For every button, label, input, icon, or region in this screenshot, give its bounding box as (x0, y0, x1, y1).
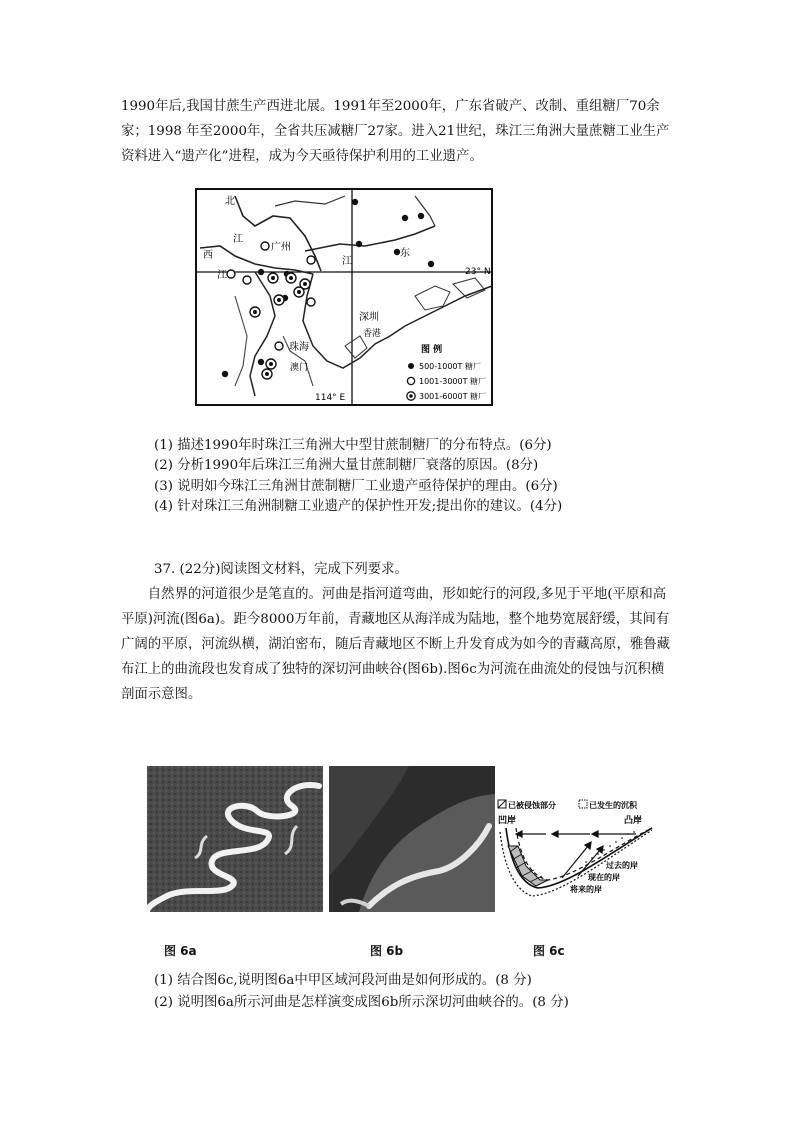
q37-item-2: (2) 说明图6a所示河曲是怎样演变成图6b所示深切河曲峡谷的。(8 分) (154, 995, 569, 1010)
label-guangzhou: 广州 (271, 242, 291, 253)
intro-paragraph: 1990年后,我国甘蔗生产西进北展。1991年至2000年，广东省破产、改制、重组糖厂70余家；1998 年至2000年，全省共压减糖厂27家。进入21世纪，珠江三角洲大量蔗糖工业生产资料进入“遗产化”进程，成为今天亟待保护利用的工业遗产。 (121, 99, 670, 164)
caption-6a: 图 6a (164, 944, 197, 958)
label-zhuhai: 珠海 (289, 342, 309, 353)
photo-6a-meandering-river (147, 766, 323, 912)
concave-bank: 凹岸 (498, 816, 517, 826)
q36-item-2: (2) 分析1990年后珠江三角洲大量甘蔗制糖厂衰落的原因。(8分) (154, 458, 539, 473)
sugar-mill-map (195, 186, 499, 407)
photo-6b-incised-meander (329, 766, 495, 912)
q36-item-1: (1) 描述1990年时珠江三角洲大中型甘蔗制糖厂的分布特点。(6分) (154, 438, 552, 453)
label-jiang3: 江 (342, 256, 352, 267)
legend-title: 图 例 (421, 345, 443, 355)
legend-eroded: 已被侵蚀部分 (508, 801, 556, 810)
label-shenzhen: 深圳 (359, 312, 379, 323)
label-past-bank: 过去的岸 (606, 861, 638, 870)
legend-deposit: 已发生的沉积 (589, 801, 637, 810)
label-aomen: 澳门 (290, 363, 309, 373)
convex-bank: 凸岸 (624, 816, 643, 826)
label-lon: 114° E (315, 393, 346, 403)
label-jiang1: 江 (233, 234, 243, 245)
label-lat: 23° N (465, 267, 491, 277)
label-xi: 西 (203, 250, 213, 261)
label-jiang2: 江 (217, 270, 227, 281)
caption-6b: 图 6b (370, 944, 404, 958)
label-current-bank: 现在的岸 (588, 873, 620, 882)
legend-small: 500-1000T 糖厂 (419, 362, 481, 371)
q37-header: 37. (22分)阅读图文材料，完成下列要求。 (154, 562, 408, 577)
legend-large: 3001-6000T 糖厂 (419, 392, 487, 401)
label-bei: 北 (225, 196, 235, 207)
q36-item-3: (3) 说明如今珠江三角洲甘蔗制糖厂工业遗产亟待保护的理由。(6分) (154, 479, 558, 494)
label-dong: 东 (400, 248, 410, 259)
label-xianggang: 香港 (363, 329, 382, 339)
caption-6c: 图 6c (533, 944, 565, 958)
q37-body: 自然界的河道很少是笔直的。河曲是指河道弯曲，形如蛇行的河段,多见于平地(平原和高平原)河流(图6a)。距今8000万年前，青藏地区从海洋成为陆地，整个地势宽展舒缓，其间有广阔的平原，河流纵横，湖泊密布，随后青藏地区不断上升发育成为如今的青藏高原，雅鲁藏布江上的曲流段也发育成了独特的深切河曲峡谷(图6b).图6c为河流在曲流处的侵蚀与沉积横剖面示意图。 (121, 587, 671, 702)
diagram-6c-meander-cross-section (496, 766, 656, 912)
label-future-bank: 将来的岸 (570, 885, 602, 894)
legend-medium: 1001-3000T 糖厂 (419, 377, 487, 386)
q37-item-1: (1) 结合图6c,说明图6a中甲区域河段河曲是如何形成的。(8 分) (154, 973, 532, 988)
q36-item-4: (4) 针对珠江三角洲制糖工业遗产的保护性开发;提出你的建议。(4分) (154, 499, 563, 514)
